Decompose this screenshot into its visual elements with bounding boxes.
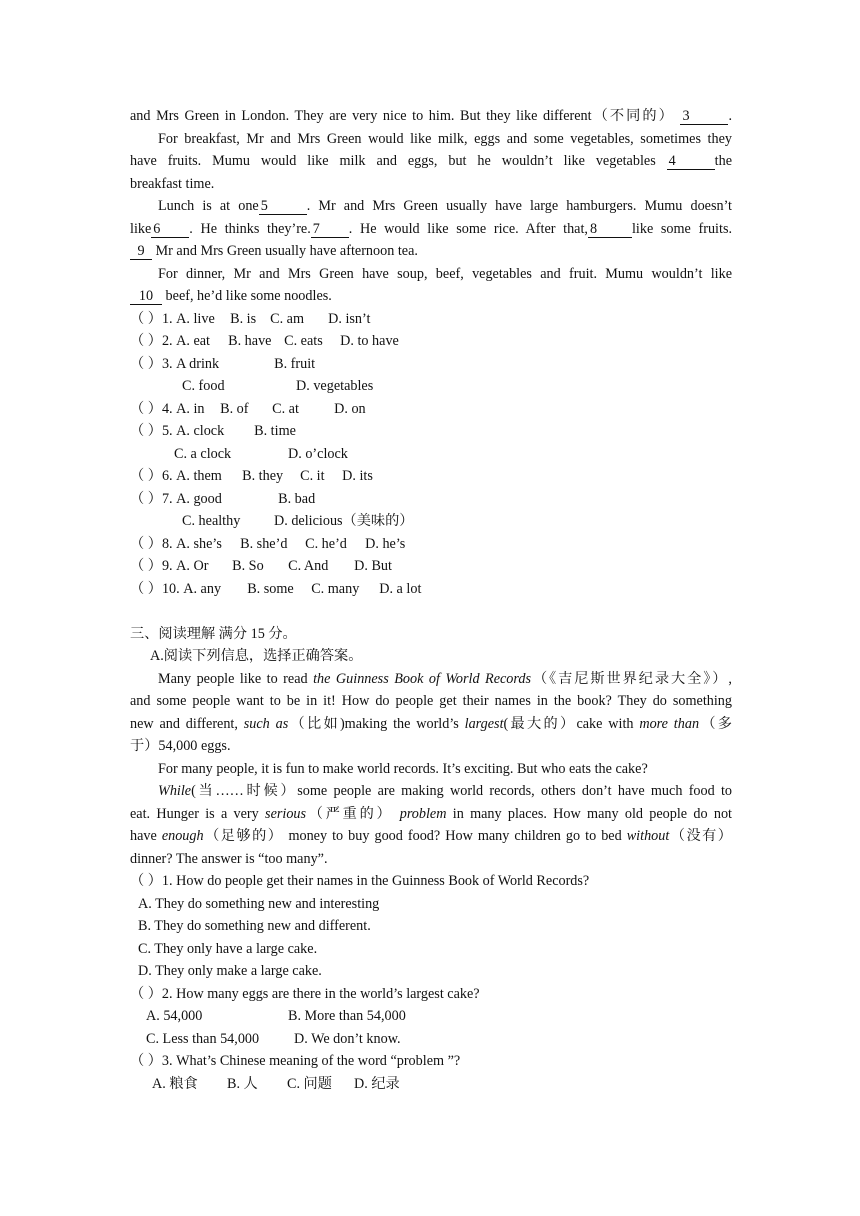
text-fragment: 6. [161, 468, 173, 484]
blank-8: 8 [588, 221, 632, 238]
text-fragment: C. he’d [305, 535, 347, 552]
text-fragment: serious [265, 805, 307, 822]
text-fragment: A. 54,000 [146, 1008, 203, 1024]
text-fragment: （比如)making the world’s [288, 715, 465, 732]
cloze-question-6 [130, 465, 732, 488]
text-fragment: D. vegetables [296, 378, 374, 394]
reading-line [130, 713, 732, 736]
text-fragment: D. on [334, 400, 366, 417]
reading-question-1: （ ）1. How do people get their names in the Guinness Book of World Records? [130, 873, 590, 889]
text-fragment: 8. [161, 535, 173, 552]
cloze-line [130, 150, 732, 173]
text-fragment: A. clock [176, 423, 225, 439]
option-row [130, 1005, 732, 1028]
text-fragment: C. a clock [174, 445, 232, 462]
blank-4: 4 [667, 153, 715, 170]
cloze-line: breakfast time. [130, 175, 215, 192]
text-fragment: have [130, 828, 162, 844]
text-fragment: without [626, 828, 670, 844]
section-subheading: A.阅读下列信息，选择正确答案。 [150, 648, 363, 664]
cloze-question-7 [130, 488, 732, 511]
text-fragment: 7. [161, 490, 173, 507]
text-fragment: （ ） [130, 400, 162, 417]
text-fragment: (当……时候）some people are making world records, others don’t have much food to [191, 783, 732, 799]
text-fragment: 4. [161, 400, 173, 417]
text-fragment: （ ） [130, 558, 162, 574]
text-fragment: new and different, [130, 715, 244, 732]
text-fragment: A. in [176, 400, 205, 417]
text-fragment: C. food [182, 378, 225, 394]
text-fragment: B. they [242, 468, 284, 484]
cloze-question-5-cont [130, 443, 732, 466]
text-fragment: （ ） [130, 468, 162, 484]
blank-6: 6 [151, 221, 189, 238]
text-fragment: 1. [161, 310, 173, 327]
blank-5: 5 [259, 198, 307, 215]
text-fragment: A. good [176, 490, 222, 507]
text-fragment: such as [243, 715, 289, 732]
option: C. They only have a large cake. [138, 940, 318, 957]
text-fragment: C. am [270, 310, 305, 327]
text-fragment: B. have [228, 333, 272, 349]
text-fragment: C. Less than 54,000 [146, 1030, 260, 1047]
text-fragment: B. More than 54,000 [288, 1008, 406, 1024]
text-fragment: A. them [176, 468, 222, 484]
text-fragment: D. he’s [365, 535, 406, 552]
text-fragment: （多 [699, 715, 732, 732]
text-fragment: . [728, 108, 732, 124]
text-fragment: （严重的） [306, 805, 400, 822]
text-fragment: 3. [161, 355, 173, 372]
reading-line [130, 668, 732, 691]
reading-line: 于）54,000 eggs. [130, 738, 231, 754]
text-fragment: A. eat [176, 333, 211, 349]
text-fragment: Many people like to read [158, 670, 314, 687]
text-fragment: Mr and Mrs Green usually have afternoon tea. [152, 243, 418, 259]
text-fragment: largest [464, 715, 504, 732]
text-fragment: like some fruits. [631, 220, 733, 237]
text-fragment: and Mrs Green in London. They are very nice to him. But they like different（不同的） [130, 108, 675, 124]
text-fragment: A. Or [176, 558, 209, 574]
text-fragment: A. she’s [176, 535, 222, 552]
text-fragment: have fruits. Mumu would like milk and eggs, but he wouldn’t like vegetables [130, 153, 656, 169]
blank-7: 7 [311, 221, 349, 238]
text-fragment: B. fruit [274, 355, 316, 372]
option: D. They only make a large cake. [138, 963, 322, 979]
text-fragment: C. eats [284, 333, 323, 349]
text-fragment: C. And [288, 558, 329, 574]
text-fragment: （ ） [130, 535, 162, 552]
reading-question-2: （ ）2. How many eggs are there in the world’s largest cake? [130, 985, 480, 1002]
text-fragment: B. So [232, 558, 264, 574]
text-fragment: D. o’clock [288, 445, 348, 462]
text-fragment: D. its [342, 468, 373, 484]
cloze-line: For breakfast, Mr and Mrs Green would like milk, eggs and some vegetables, sometimes they [158, 130, 732, 147]
blank-3: 3 [680, 108, 728, 125]
text-fragment: （足够的） money to buy good food? How many children go to bed [203, 828, 627, 844]
option-row [130, 1073, 732, 1096]
text-fragment: B. is [230, 310, 257, 327]
blank-10: 10 [130, 288, 162, 305]
cloze-question-5 [130, 420, 732, 443]
text-fragment: B. of [220, 400, 249, 417]
cloze-question-3-cont [130, 375, 732, 398]
text-fragment: D. delicious（美味的） [274, 513, 414, 529]
text-fragment: Lunch is at one [158, 198, 259, 214]
text-fragment: the [714, 153, 732, 169]
text-fragment: （《吉尼斯世界纪录大全》）, [531, 670, 732, 687]
text-fragment: （ ） [130, 355, 162, 372]
text-fragment: C. healthy [182, 513, 241, 529]
reading-line [130, 780, 732, 803]
reading-line [130, 803, 732, 826]
text-fragment: 5. [161, 423, 173, 439]
text-fragment: A drink [176, 355, 220, 372]
text-fragment: more than [639, 715, 700, 732]
text-fragment: A. 粮食 [152, 1075, 198, 1092]
option: A. They do something new and interesting [138, 895, 380, 912]
text-fragment: 9. [161, 558, 173, 574]
text-fragment: A. live [176, 310, 215, 327]
text-fragment: in many places. How many old people do not [446, 805, 732, 822]
text-fragment: enough [161, 828, 204, 844]
text-fragment: problem [399, 805, 447, 822]
text-fragment: D. 纪录 [354, 1075, 400, 1092]
text-fragment: D. a lot [379, 580, 422, 597]
text-fragment: like [130, 220, 152, 237]
text-fragment: A. any [183, 580, 222, 597]
reading-question-3: （ ）3. What’s Chinese meaning of the word “problem ”? [130, 1053, 461, 1069]
cloze-line [130, 105, 732, 128]
option: B. They do something new and different. [138, 918, 371, 934]
cloze-question-9 [130, 555, 732, 578]
cloze-question-2 [130, 330, 732, 353]
cloze-line: For dinner, Mr and Mrs Green have soup, beef, vegetables and fruit. Mumu wouldn’t like [158, 265, 732, 282]
text-fragment: C. 问题 [287, 1075, 332, 1092]
text-fragment: eat. Hunger is a very [130, 805, 266, 822]
text-fragment: While [158, 783, 192, 799]
text-fragment: . Mr and Mrs Green usually have large hamburgers. Mumu doesn’t [306, 198, 732, 214]
cloze-question-4 [130, 398, 732, 421]
text-fragment: the Guinness Book of World Records [313, 670, 531, 687]
text-fragment: D. to have [340, 333, 399, 349]
text-fragment: beef, he’d like some noodles. [162, 288, 332, 304]
text-fragment: （ ） [130, 580, 162, 597]
text-fragment: （没有） [669, 828, 732, 844]
text-fragment: B. she’d [240, 535, 288, 552]
text-fragment: B. bad [278, 490, 316, 507]
text-fragment: （ ） [130, 333, 162, 349]
text-fragment: （ ） [130, 423, 162, 439]
text-fragment: D. isn’t [328, 310, 371, 327]
cloze-line [130, 195, 732, 218]
text-fragment: C. it [300, 468, 325, 484]
cloze-line [130, 240, 732, 263]
cloze-question-1 [130, 308, 732, 331]
text-fragment: C. at [272, 400, 299, 417]
text-fragment: 10. [161, 580, 180, 597]
text-fragment: （ ） [130, 310, 162, 327]
section-heading: 三、阅读理解 满分 15 分。 [130, 625, 297, 642]
cloze-question-7-cont [130, 510, 732, 533]
text-fragment: D. We don’t know. [294, 1030, 401, 1047]
reading-line [130, 825, 732, 848]
blank-9: 9 [130, 243, 152, 260]
option-row [130, 1028, 732, 1051]
text-fragment: （ ） [130, 490, 162, 507]
cloze-line [130, 285, 732, 308]
reading-line: dinner? The answer is “too many”. [130, 850, 328, 867]
text-fragment: . He would like some rice. After that, [348, 220, 588, 237]
text-fragment: B. time [254, 423, 296, 439]
worksheet-page [130, 105, 732, 1095]
text-fragment: . He thinks they’re. [189, 220, 311, 237]
reading-line: and some people want to be in it! How do people get their names in the book? They do something [130, 693, 732, 709]
text-fragment: B. 人 [227, 1075, 258, 1092]
text-fragment: D. But [354, 558, 392, 574]
cloze-question-3 [130, 353, 732, 376]
text-fragment: C. many [311, 580, 360, 597]
reading-line: For many people, it is fun to make world records. It’s exciting. But who eats the cake? [158, 760, 648, 777]
cloze-line [130, 218, 732, 241]
cloze-question-10 [130, 578, 732, 601]
text-fragment: B. some [247, 580, 294, 597]
text-fragment: 2. [161, 333, 173, 349]
text-fragment: (最大的）cake with [503, 715, 640, 732]
cloze-question-8 [130, 533, 732, 556]
